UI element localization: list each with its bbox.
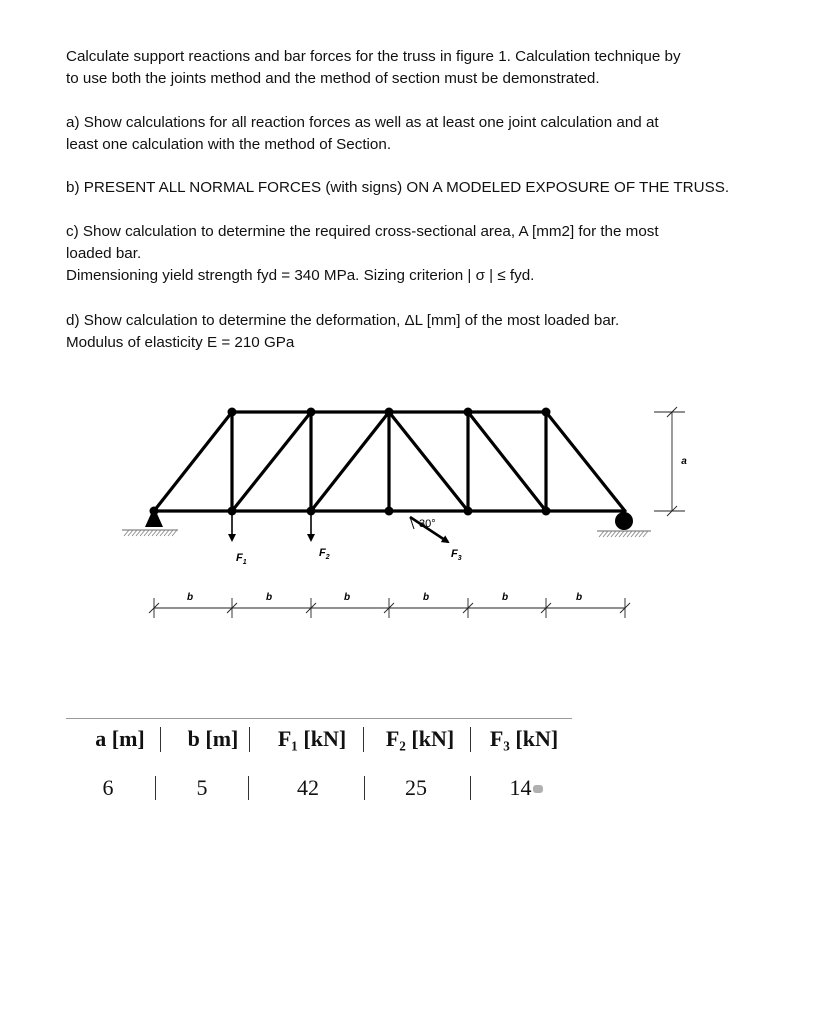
part-b bbox=[66, 177, 766, 199]
joint-top-3 bbox=[385, 408, 394, 417]
joint-top-2 bbox=[307, 408, 316, 417]
span-label-1: b bbox=[186, 592, 194, 603]
joint-bottom-5 bbox=[542, 507, 551, 516]
joint-top-4 bbox=[464, 408, 473, 417]
span-label-2: b bbox=[265, 592, 273, 603]
span-label-5: b bbox=[501, 592, 509, 603]
load-f2 bbox=[311, 511, 330, 561]
header-b: b [m] bbox=[187, 726, 239, 751]
truss-bars bbox=[154, 412, 625, 511]
joint-bottom-3 bbox=[385, 507, 394, 516]
load-f1 bbox=[232, 511, 247, 566]
value-f3: 14 bbox=[509, 775, 532, 800]
diagonal-4 bbox=[468, 412, 546, 511]
value-f3-cell bbox=[506, 775, 546, 801]
part-d-line-1: d) Show calculation to determine the deformation, ΔL [mm] of the most loaded bar. bbox=[66, 312, 620, 329]
part-a bbox=[66, 112, 766, 156]
load-f2-label: $F_2$ bbox=[319, 547, 330, 561]
span-label-3: b bbox=[343, 592, 351, 603]
roller-support-right bbox=[597, 512, 651, 537]
header-f2: F₂ [kN] bbox=[385, 726, 455, 751]
part-c-line-2: loaded bar. bbox=[66, 245, 142, 262]
header-f3: F₃ [kN] bbox=[489, 726, 559, 751]
load-f3-label: $F_3$ bbox=[451, 548, 462, 562]
header-separator-1 bbox=[160, 727, 161, 752]
right-end-diagonal bbox=[546, 412, 625, 511]
value-f2: 25 bbox=[405, 775, 427, 800]
value-b: 5 bbox=[196, 775, 208, 800]
joint-bottom-4 bbox=[464, 507, 473, 516]
span-label-6: b bbox=[575, 592, 583, 603]
load-f1-label: $F_1$ bbox=[236, 552, 247, 566]
problem-intro bbox=[66, 46, 766, 90]
header-f1: F₁ [kN] bbox=[277, 726, 347, 751]
angle-label: 30° bbox=[419, 518, 436, 530]
intro-line-1: Calculate support reactions and bar forces for the truss in figure 1. Calculation technique by bbox=[66, 48, 681, 65]
value-separator-4 bbox=[470, 776, 471, 800]
diagonal-1 bbox=[232, 412, 311, 511]
diagonal-2 bbox=[311, 412, 389, 511]
value-f1: 42 bbox=[297, 775, 319, 800]
header-separator-3 bbox=[363, 727, 364, 752]
value-separator-3 bbox=[364, 776, 365, 800]
part-d-line-2: Modulus of elasticity E = 210 GPa bbox=[66, 334, 295, 351]
header-a: a [m] bbox=[95, 726, 145, 751]
truss-figure bbox=[0, 390, 816, 650]
part-b-line-1: b) PRESENT ALL NORMAL FORCES (with signs) ON A MODELED EXPOSURE OF THE TRUSS. bbox=[66, 179, 730, 196]
header-separator-2 bbox=[249, 727, 250, 752]
part-c-line-1: c) Show calculation to determine the required cross-sectional area, A [mm2] for the most bbox=[66, 223, 659, 240]
span-label-4: b bbox=[422, 592, 430, 603]
part-d bbox=[66, 310, 766, 354]
part-c bbox=[66, 221, 766, 287]
comment-badge-icon[interactable] bbox=[533, 785, 543, 793]
table-top-rule bbox=[66, 718, 572, 719]
header-separator-4 bbox=[470, 727, 471, 752]
value-separator-2 bbox=[248, 776, 249, 800]
value-separator-1 bbox=[155, 776, 156, 800]
height-label: a bbox=[681, 456, 687, 467]
joint-top-5 bbox=[542, 408, 551, 417]
part-a-line-1: a) Show calculations for all reaction forces as well as at least one joint calculation and at bbox=[66, 114, 659, 131]
part-a-line-2: least one calculation with the method of Section. bbox=[66, 136, 392, 153]
load-f3 bbox=[410, 517, 462, 562]
value-a: 6 bbox=[102, 775, 114, 800]
diagonal-3 bbox=[389, 412, 468, 511]
dimension-span bbox=[149, 598, 630, 618]
left-end-diagonal bbox=[154, 412, 232, 511]
joint-top-1 bbox=[228, 408, 237, 417]
part-c-line-3: Dimensioning yield strength fyd = 340 MPa. Sizing criterion | σ | ≤ fyd. bbox=[66, 267, 535, 284]
intro-line-2: to use both the joints method and the method of section must be demonstrated. bbox=[66, 70, 600, 87]
span-labels bbox=[187, 592, 582, 603]
